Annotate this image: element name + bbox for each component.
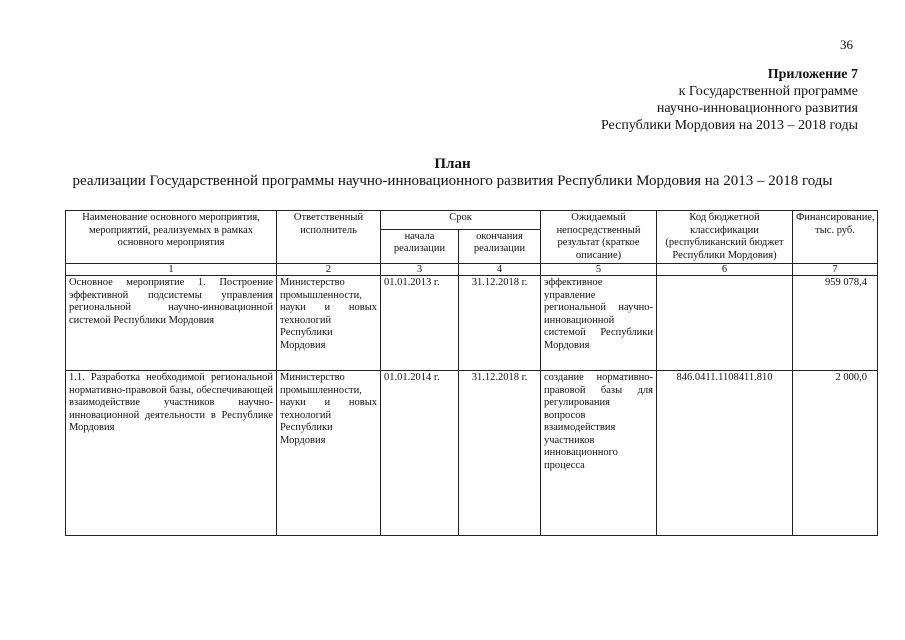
appendix-line: Республики Мордовия на 2013 – 2018 годы [600,118,858,133]
cell-executor: Министерство промышленности, науки и новых технологий Республики Мордовия [277,371,381,536]
column-number: 1 [66,264,277,276]
cell-result: создание нормативно-правовой базы для регулирования вопросов взаимодействия участников инновационного процесса [541,371,657,536]
column-number: 4 [459,264,541,276]
page-number: 36 [840,37,853,52]
cell-executor: Министерство промышленности, науки и новых технологий Республики Мордовия [277,276,381,371]
table-row [66,371,878,536]
cell-event: 1.1. Разработка необходимой региональной нормативно-правовой базы, обеспечивающей взаимодействие участников научно-инновационной деятельности в Республике Мордовия [66,371,277,536]
column-number: 3 [381,264,459,276]
header-event: Наименование основного мероприятия, мероприятий, реализуемых в рамках основного мероприятия [66,211,277,264]
header-end: окончания реализации [459,229,541,263]
cell-event: Основное мероприятие 1. Построение эффективной подсистемы управления региональной научно-инновационной системой Республики Мордовия [66,276,277,371]
cell-end: 31.12.2018 г. [459,276,541,371]
column-number: 6 [657,264,793,276]
cell-result: эффективное управление региональной научно-инновационной системой Республики Мордовия [541,276,657,371]
column-number: 5 [541,264,657,276]
header-period: Срок [381,211,541,230]
cell-start: 01.01.2014 г. [381,371,459,536]
appendix-line: к Государственной программе [678,84,858,99]
cell-budget-code [657,276,793,371]
column-number-row [66,264,878,276]
plan-table [65,210,878,536]
cell-end: 31.12.2018 г. [459,371,541,536]
table-header-row [66,211,878,230]
appendix-title: Приложение 7 [767,67,858,82]
plan-title: План [434,156,471,172]
header-result: Ожидаемый непосредственный результат (краткое описание) [541,211,657,264]
header-start: начала реализации [381,229,459,263]
column-number: 2 [277,264,381,276]
column-number: 7 [793,264,878,276]
table-row [66,276,878,371]
header-budget-code: Код бюджетной классификации (республиканский бюджет Республики Мордовия) [657,211,793,264]
header-financing: Финансирование, тыс. руб. [793,211,878,264]
appendix-line: научно-инновационного развития [656,101,858,116]
cell-financing: 959 078,4 [793,276,878,371]
cell-budget-code: 846.0411.1108411.810 [657,371,793,536]
cell-start: 01.01.2013 г. [381,276,459,371]
cell-financing: 2 000,0 [793,371,878,536]
header-executor: Ответственный исполнитель [277,211,381,264]
plan-subtitle: реализации Государственной программы научно-инновационного развития Республики Мордовия на 2013 – 2018 годы [72,173,833,189]
appendix-block [498,66,858,134]
